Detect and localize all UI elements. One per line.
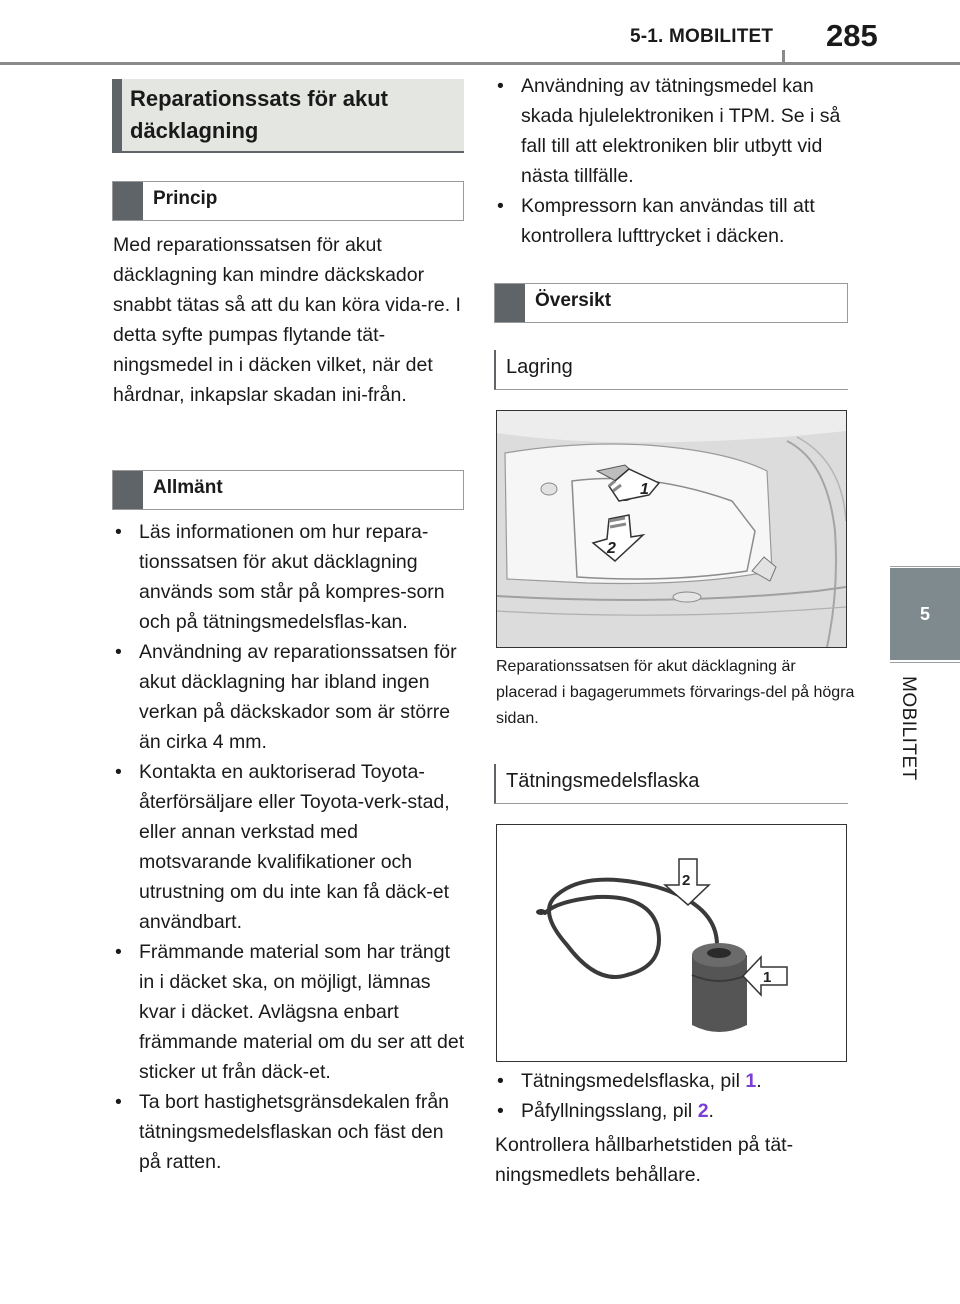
heading-bar: [495, 284, 525, 322]
list-item: • Läs informationen om hur repara-tionssatsen för akut däcklagning används som står på kompres-sorn och på tätningsmedelsflas-kan.: [113, 517, 469, 637]
heading-general: [112, 470, 464, 510]
sealant-bottle-illustration: [497, 825, 846, 1061]
figure-label-2: 2: [607, 540, 616, 557]
heading-principle: [112, 181, 464, 221]
general-list: [113, 517, 469, 1177]
side-rule-bottom: [890, 662, 960, 663]
heading-sealant: Tätningsmedelsflaska: [494, 764, 848, 804]
list-item: [495, 1096, 845, 1126]
page-number: 285: [826, 18, 878, 53]
principle-text: Med reparationssatsen för akut däcklagning kan mindre däckskador snabbt tätas så att du kan köra vida-re. I detta syfte pumpas flytande tät-ningsmedel in i däcken vilket, när det hårdnar, inkapslar skadan ini-från.: [113, 234, 461, 406]
list-item: • Kontakta en auktoriserad Toyota-återförsäljare eller Toyota-verk-stad, eller annan verkstad med motsvarande kvalifikationer och utrustning om du inte kan få däck-et användbart.: [113, 757, 469, 937]
heading-bar: [113, 471, 143, 509]
header-rule: [0, 62, 960, 65]
list-item-end: .: [708, 1100, 714, 1122]
figure-label-1: 1: [763, 969, 772, 986]
figure-label-1: 1: [640, 481, 649, 498]
figure-label-2: 2: [682, 872, 691, 889]
list-item: • Användning av reparationssatsen för akut däcklagning har ibland ingen verkan på däckskador som är större än cirka 4 mm.: [113, 637, 469, 757]
list-item: • Kompressorn kan användas till att kontrollera lufttrycket i däcken.: [495, 191, 845, 251]
heading-general-text: Allmänt: [153, 477, 223, 498]
list-item-text: Påfyllningsslang, pil: [521, 1100, 698, 1122]
sealant-note: Kontrollera hållbarhetstiden på tät-ningsmedlets behållare.: [495, 1134, 794, 1186]
heading-storage: Lagring: [494, 350, 848, 390]
sealant-bottle-figure: [496, 824, 847, 1062]
heading-principle-text: Princip: [153, 188, 218, 209]
list-item-end: .: [756, 1070, 762, 1092]
list-item: • Främmande material som har trängt in i däcket ska, on möjligt, lämnas kvar i däcket. Avlägsna enbart främmande material om du ser att det sticker ut från däck-et.: [113, 937, 469, 1087]
trunk-storage-figure: [496, 410, 847, 648]
sealant-list: [495, 1066, 845, 1126]
sealant-bottle-icon: [692, 943, 747, 1032]
right-list: [495, 71, 845, 251]
list-item: [495, 1066, 845, 1096]
arrow-number: 1: [745, 1070, 757, 1092]
heading-overview: [494, 283, 848, 323]
heading-bar: [113, 182, 143, 220]
storage-caption: Reparationssatsen för akut däcklagning är placerad i bagagerummets förvarings-del på högra sidan.: [496, 658, 855, 727]
trunk-storage-illustration: [497, 411, 846, 647]
list-item: • Ta bort hastighetsgränsdekalen från tätningsmedelsflaskan och fäst den på ratten.: [113, 1087, 469, 1177]
side-rule-top: [890, 566, 960, 567]
chapter-tab[interactable]: 5: [890, 568, 960, 660]
list-item-text: Tätningsmedelsflaska, pil: [521, 1070, 746, 1092]
page-title: Reparationssats för akut däcklagning: [112, 79, 464, 153]
list-item: • Användning av tätningsmedel kan skada hjulelektroniken i TPM. Se i så fall till att elektroniken blir utbytt vid nästa tillfälle.: [495, 71, 845, 191]
section-title: 5-1. MOBILITET: [630, 26, 774, 47]
heading-overview-text: Översikt: [535, 290, 612, 311]
header-tick: [782, 50, 785, 64]
chapter-label: MOBILITET: [898, 676, 919, 781]
arrow-number: 2: [697, 1100, 709, 1122]
